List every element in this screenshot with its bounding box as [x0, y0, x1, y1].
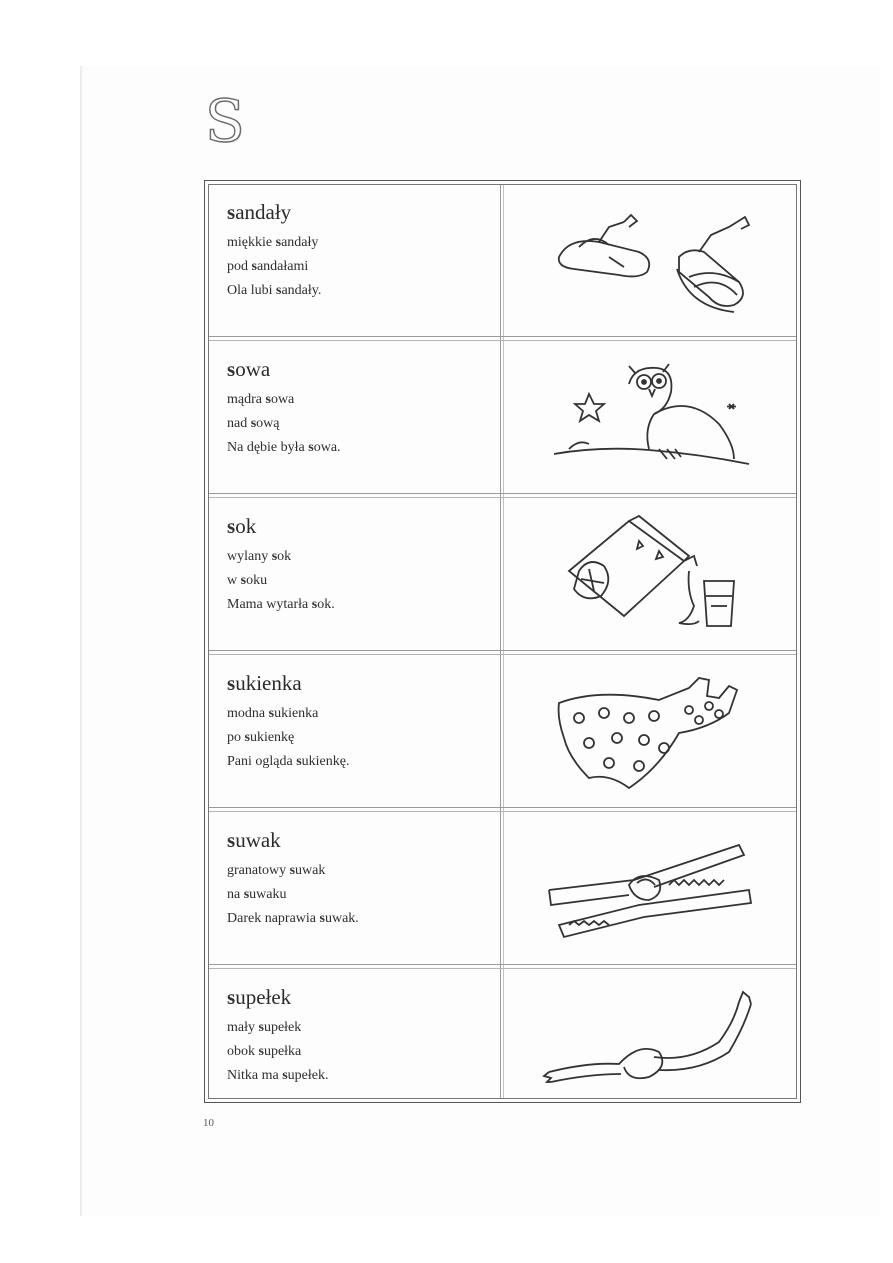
card-illustration — [509, 185, 796, 336]
card-text — [227, 199, 487, 303]
row-divider — [209, 811, 796, 812]
card-row-sandaly — [209, 185, 796, 337]
sentence-line: Nitka ma supełek. — [227, 1068, 329, 1083]
word-initial: s — [227, 357, 236, 381]
row-divider — [209, 654, 796, 655]
word-rest: ok — [235, 514, 257, 538]
page-edge — [80, 66, 83, 1216]
card-row-suwak — [209, 813, 796, 965]
section-letter: S — [205, 87, 245, 155]
card-illustration — [509, 342, 796, 493]
phrase-line: wylany sok — [227, 549, 292, 564]
word-card-table — [204, 180, 801, 1103]
word-rest: uwak — [235, 828, 281, 852]
card-word — [227, 984, 487, 1010]
phrase-line: mały supełek — [227, 1020, 302, 1035]
word-initial: s — [227, 828, 236, 852]
card-word — [227, 199, 487, 225]
card-illustration — [509, 656, 796, 807]
card-row-sok — [209, 499, 796, 651]
card-word — [227, 513, 487, 539]
page-number: 10 — [203, 1117, 214, 1129]
dress-icon — [539, 668, 769, 793]
phrase-line: nad sową — [227, 416, 280, 431]
word-rest: upełek — [235, 985, 292, 1009]
juice-carton-icon — [539, 511, 769, 636]
card-word — [227, 356, 487, 382]
card-text — [227, 356, 487, 460]
sentence-line: Na dębie była sowa. — [227, 440, 341, 455]
sentence-line: Pani ogląda sukienkę. — [227, 754, 350, 769]
phrase-line: mądra sowa — [227, 392, 295, 407]
phrase-line: obok supełka — [227, 1044, 302, 1059]
card-text — [227, 984, 487, 1088]
sandals-icon — [539, 197, 769, 322]
word-rest: ukienka — [235, 671, 302, 695]
sentence-line: Mama wytarła sok. — [227, 597, 335, 612]
word-initial: s — [227, 985, 236, 1009]
card-row-supelek — [209, 970, 796, 1100]
word-initial: s — [227, 200, 236, 224]
sentence-line: Ola lubi sandały. — [227, 283, 322, 298]
row-divider — [209, 497, 796, 498]
word-initial: s — [227, 514, 236, 538]
word-initial: s — [227, 671, 236, 695]
phrase-line: po sukienkę — [227, 730, 295, 745]
phrase-line: modna sukienka — [227, 706, 319, 721]
card-text — [227, 827, 487, 931]
card-row-sukienka — [209, 656, 796, 808]
card-illustration — [509, 499, 796, 650]
row-divider — [209, 968, 796, 969]
card-text — [227, 513, 487, 617]
card-illustration — [509, 813, 796, 964]
card-text — [227, 670, 487, 774]
word-card-table-inner — [208, 184, 797, 1099]
card-illustration — [509, 970, 796, 1100]
zipper-icon — [539, 825, 769, 950]
phrase-line: na suwaku — [227, 887, 287, 902]
phrase-line: pod sandałami — [227, 259, 309, 274]
card-word — [227, 670, 487, 696]
card-row-sowa — [209, 342, 796, 494]
phrase-line: miękkie sandały — [227, 235, 319, 250]
word-rest: owa — [235, 357, 271, 381]
sentence-line: Darek naprawia suwak. — [227, 911, 359, 926]
word-rest: andały — [235, 200, 292, 224]
row-divider — [209, 340, 796, 341]
phrase-line: granatowy suwak — [227, 863, 326, 878]
knot-icon — [539, 982, 769, 1097]
phrase-line: w soku — [227, 573, 268, 588]
owl-icon — [539, 354, 769, 479]
card-word — [227, 827, 487, 853]
